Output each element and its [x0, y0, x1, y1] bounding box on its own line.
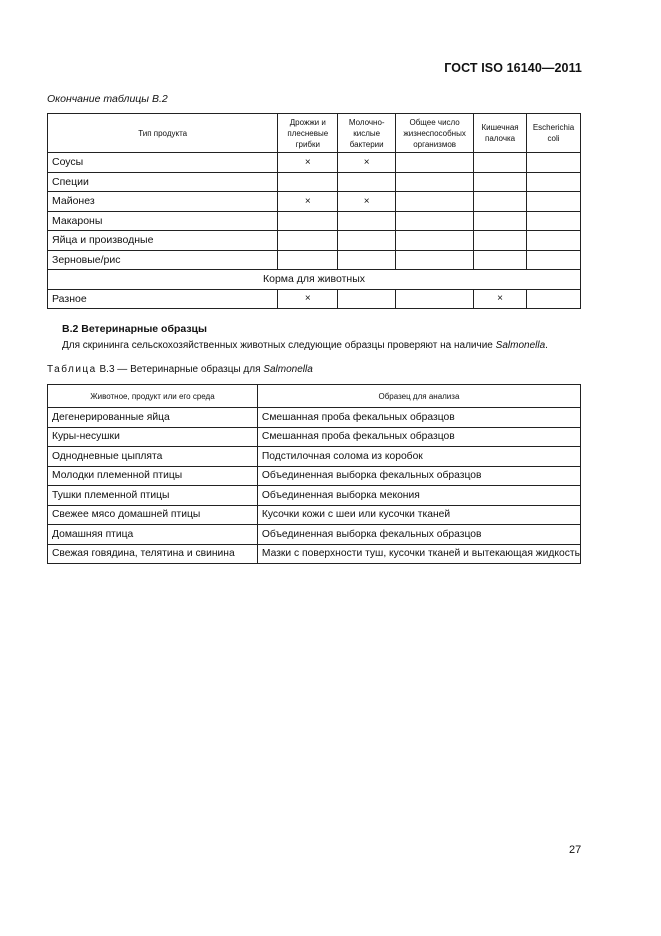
product-name: Яйца и производные: [48, 231, 278, 251]
mark-cell: [474, 231, 527, 251]
mark-cell: [338, 231, 396, 251]
animal-cell: Тушки племенной птицы: [48, 486, 258, 506]
mark-cell: [527, 192, 581, 212]
page-number: 27: [569, 844, 582, 856]
animal-cell: Молодки племенной птицы: [48, 466, 258, 486]
mark-cell: [474, 172, 527, 192]
header-product-type: Тип продукта: [48, 114, 278, 153]
mark-cell: [474, 250, 527, 270]
mark-cell: ×: [278, 289, 338, 309]
table-row: [48, 172, 581, 192]
mark-cell: [338, 289, 396, 309]
header-animal-product: Животное, продукт или его среда: [48, 385, 258, 408]
animal-cell: Дегенерированные яйца: [48, 408, 258, 428]
sample-cell: Мазки с поверхности туш, кусочки тканей и вытекающая жидкость: [257, 544, 580, 564]
mark-cell: [396, 172, 474, 192]
mark-cell: [278, 250, 338, 270]
product-name: Разное: [48, 289, 278, 309]
mark-cell: [396, 153, 474, 173]
mark-cell: [527, 211, 581, 231]
table-row: [48, 447, 581, 467]
mark-cell: [527, 153, 581, 173]
header-lactic-bacteria: Молочно- кислые бактерии: [338, 114, 396, 153]
mark-cell: [396, 211, 474, 231]
animal-cell: Свежее мясо домашней птицы: [48, 505, 258, 525]
product-name: Макароны: [48, 211, 278, 231]
mark-cell: ×: [278, 192, 338, 212]
header-sample: Образец для анализа: [257, 385, 580, 408]
mark-cell: [474, 192, 527, 212]
animal-cell: Свежая говядина, телятина и свинина: [48, 544, 258, 564]
product-name: Майонез: [48, 192, 278, 212]
sample-cell: Объединенная выборка мекония: [257, 486, 580, 506]
table-row: [48, 211, 581, 231]
header-e-coli: Escherichia coli: [527, 114, 581, 153]
table-row: [48, 408, 581, 428]
mark-cell: [527, 250, 581, 270]
mark-cell: [474, 211, 527, 231]
table-header-row: [48, 114, 581, 153]
animal-cell: Куры-несушки: [48, 427, 258, 447]
mark-cell: [338, 211, 396, 231]
table-row: [48, 231, 581, 251]
mark-cell: [527, 172, 581, 192]
section-heading-b2: В.2 Ветеринарные образцы: [62, 323, 207, 335]
mark-cell: [396, 231, 474, 251]
mark-cell: [396, 289, 474, 309]
table-b3-caption: Таблица В.3 — Ветеринарные образцы для Salmonella: [47, 364, 313, 375]
mark-cell: [278, 172, 338, 192]
animal-cell: Домашняя птица: [48, 525, 258, 545]
mark-cell: [396, 192, 474, 212]
table-row: [48, 525, 581, 545]
header-total-viable: Общее число жизнеспособных организмов: [396, 114, 474, 153]
mark-cell: ×: [338, 192, 396, 212]
product-name: Специи: [48, 172, 278, 192]
mark-cell: ×: [338, 153, 396, 173]
table-row: [48, 250, 581, 270]
mark-cell: [278, 231, 338, 251]
sample-cell: Смешанная проба фекальных образцов: [257, 408, 580, 428]
mark-cell: [396, 250, 474, 270]
sample-cell: Кусочки кожи с шеи или кусочки тканей: [257, 505, 580, 525]
header-yeast-mould: Дрожжи и плесневые грибки: [278, 114, 338, 153]
table-continuation-caption: Окончание таблицы В.2: [47, 93, 168, 105]
sample-cell: Подстилочная солома из коробок: [257, 447, 580, 467]
sample-cell: Объединенная выборка фекальных образцов: [257, 525, 580, 545]
product-name: Соусы: [48, 153, 278, 173]
mark-cell: [527, 231, 581, 251]
section-b2-paragraph: Для скрининга сельскохозяйственных животных следующие образцы проверяют на наличие Salmonella.: [62, 340, 548, 351]
table-row: [48, 289, 581, 309]
section-row-feed: Корма для животных: [48, 270, 581, 290]
table-section-row: [48, 270, 581, 290]
table-row: [48, 505, 581, 525]
mark-cell: [338, 250, 396, 270]
sample-cell: Объединенная выборка фекальных образцов: [257, 466, 580, 486]
table-header-row: [48, 385, 581, 408]
standard-designation: ГОСТ ISO 16140—2011: [444, 61, 582, 75]
header-coliform: Кишечная палочка: [474, 114, 527, 153]
table-row: [48, 466, 581, 486]
mark-cell: ×: [474, 289, 527, 309]
table-row: [48, 153, 581, 173]
table-row: [48, 427, 581, 447]
mark-cell: [527, 289, 581, 309]
mark-cell: [474, 153, 527, 173]
table-row: [48, 544, 581, 564]
mark-cell: ×: [278, 153, 338, 173]
sample-cell: Смешанная проба фекальных образцов: [257, 427, 580, 447]
table-row: [48, 192, 581, 212]
table-b2: [47, 113, 581, 309]
table-row: [48, 486, 581, 506]
animal-cell: Однодневные цыплята: [48, 447, 258, 467]
mark-cell: [278, 211, 338, 231]
product-name: Зерновые/рис: [48, 250, 278, 270]
mark-cell: [338, 172, 396, 192]
table-b3: [47, 384, 581, 564]
